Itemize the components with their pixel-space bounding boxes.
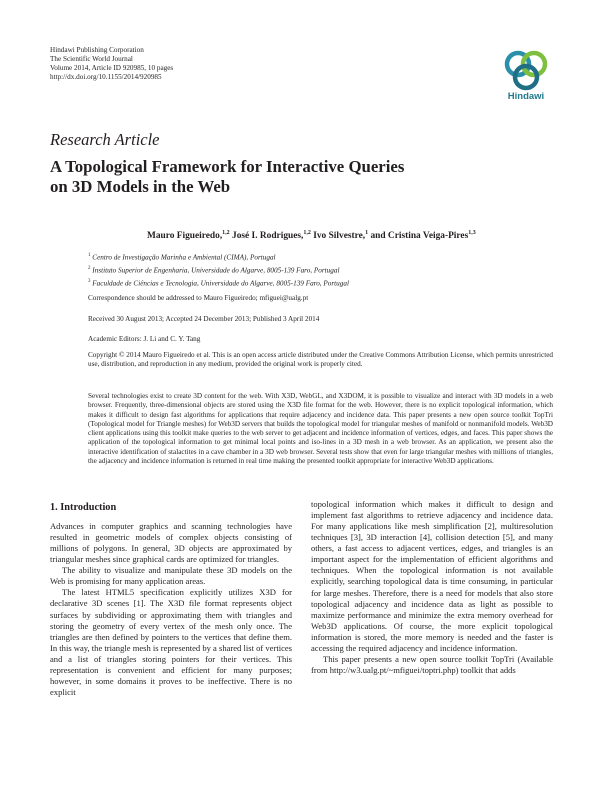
author-list bbox=[147, 230, 476, 241]
body-column-right bbox=[311, 499, 553, 676]
journal-header bbox=[50, 46, 173, 82]
body-paragraph: The latest HTML5 specification explicitly utilizes X3D for declarative 3D scenes [1]. The X3D file format represents object surfaces by subdividing or approximating them with triangles and storing the geometry of every vertex of the mesh only once. The triangles are then defined by pointers to the vertices that define them. In this way, the triangle mesh is represented by a shared list of vertices and a list of triangles storing pointers for their vertices. This representation is convenient and efficient for many purposes; however, in some domains it proves to be ineffective. There is no explicit bbox=[50, 587, 292, 697]
body-column-left bbox=[50, 521, 292, 698]
section-heading: 1. Introduction bbox=[50, 502, 117, 513]
affiliation-text: Instituto Superior de Engenharia, Universidade do Algarve, 8005-139 Faro, Portugal bbox=[92, 266, 340, 275]
author-name: Ivo Silvestre, bbox=[310, 231, 366, 242]
volume-info: Volume 2014, Article ID 920985, 10 pages bbox=[50, 63, 174, 72]
abstract: Several technologies exist to create 3D content for the web. With X3D, WebGL, and X3DOM, it is possible to visualize and interact with 3D models in a web browser. Frequently, three-dimensional objects are stored using the X3D file format for the web. However, there is no explicit topological information, which makes it difficult to design fast algorithms for applications that require adjacency and incidence data. This paper presents a new open source toolkit TopTri (Topological model for Triangle meshes) for Web3D servers that builds the topological model for triangular meshes of manifold or nonmanifold models. Web3D client applications using this toolkit make queries to the web server to get adjacent and incidence information of vertices, edges, and faces. This paper shows the application of the topological information to get minimal local points and iso-lines in a 3D mesh in a web browser. As an application, we present also the interactive identification of stalactites in a cave chamber in a 3D web browser. Several tests show that even for large triangular meshes with millions of triangles, the adjacency and incidence information is returned in real time making the presented toolkit appropriate for interactive Web3D applications. bbox=[88, 392, 553, 466]
article-type: Research Article bbox=[50, 130, 160, 149]
affiliation-item bbox=[88, 277, 553, 289]
title-line-2: on 3D Models in the Web bbox=[50, 177, 231, 196]
affiliation-number: 2 bbox=[88, 266, 91, 272]
publisher-name: Hindawi Publishing Corporation bbox=[50, 46, 144, 54]
author-affiliation-mark: 1,3 bbox=[468, 230, 476, 236]
affiliation-text: Centro de Investigação Marinha e Ambiental (CIMA), Portugal bbox=[92, 253, 276, 262]
correspondence: Correspondence should be addressed to Mauro Figueiredo; mfiguei@ualg.pt bbox=[88, 294, 309, 302]
affiliation-number: 1 bbox=[88, 253, 91, 258]
body-paragraph: topological information which makes it difficult to design and implement fast algorithms to retrieve adjacency and incidence data. For many applications like mesh simplification [2], multiresolution techniques [3], 3D interaction [4], collision detection [5], and many others, a fast access to adjacent vertices, edges, and triangles is an important aspect for the implementation of efficient algorithms and techniques. When the topological information is not available explicitly, searching topological data is time consuming, in particular for large meshes. Therefore, there is a need for models that also store topological adjacency and incidence data as light as possible to maximize performance and minimize the extra memory overhead for Web3D applications. Of course, the more explicit topological information is stored, the more memory is needed and the faster is accessing the required adjacency and incidence information. bbox=[311, 499, 553, 653]
author-affiliation-mark: 1,2 bbox=[303, 230, 311, 236]
journal-name: The Scientific World Journal bbox=[50, 54, 133, 63]
author-name: José I. Rodrigues, bbox=[229, 231, 304, 242]
copyright-notice: Copyright © 2014 Mauro Figueiredo et al. This is an open access article distributed under the Creative Commons Attribution License, which permits unrestricted use, distribution, and reproduction in any medium, provided the original work is properly cited. bbox=[88, 351, 553, 369]
academic-editors: Academic Editors: J. Li and C. Y. Tang bbox=[88, 335, 201, 343]
affiliation-number: 3 bbox=[88, 279, 91, 285]
author-affiliation-mark: 1 bbox=[365, 230, 369, 236]
paper-title bbox=[50, 157, 510, 197]
body-paragraph: This paper presents a new open source toolkit TopTri (Available from http://w3.ualg.pt/~mfiguei/toptri.php) toolkit that adds bbox=[311, 653, 553, 675]
publication-dates: Received 30 August 2013; Accepted 24 December 2013; Published 3 April 2014 bbox=[88, 315, 320, 323]
affiliation-text: Faculdade de Ciências e Tecnologia, Universidade do Algarve, 8005-139 Faro, Portugal bbox=[92, 279, 349, 288]
author-name: Mauro Figueiredo, bbox=[147, 231, 223, 242]
affiliations bbox=[88, 251, 553, 289]
hindawi-logo-text: Hindawi bbox=[507, 91, 545, 102]
body-paragraph: Advances in computer graphics and scanning technologies have resulted in geometric models of complex objects consisting of millions of polygons. In general, 3D objects are approximated by triangular meshes since graphical cards are optimized for triangles. bbox=[50, 521, 292, 565]
title-line-1: A Topological Framework for Interactive Queries bbox=[50, 157, 405, 176]
body-paragraph: The ability to visualize and manipulate these 3D models on the Web is promising for many application areas. bbox=[50, 565, 292, 587]
author-name: and Cristina Veiga-Pires bbox=[368, 231, 469, 242]
author-affiliation-mark: 1,2 bbox=[222, 230, 230, 236]
doi-link[interactable]: http://dx.doi.org/10.1155/2014/920985 bbox=[50, 72, 162, 81]
affiliation-item bbox=[88, 251, 553, 263]
affiliation-item bbox=[88, 264, 553, 276]
